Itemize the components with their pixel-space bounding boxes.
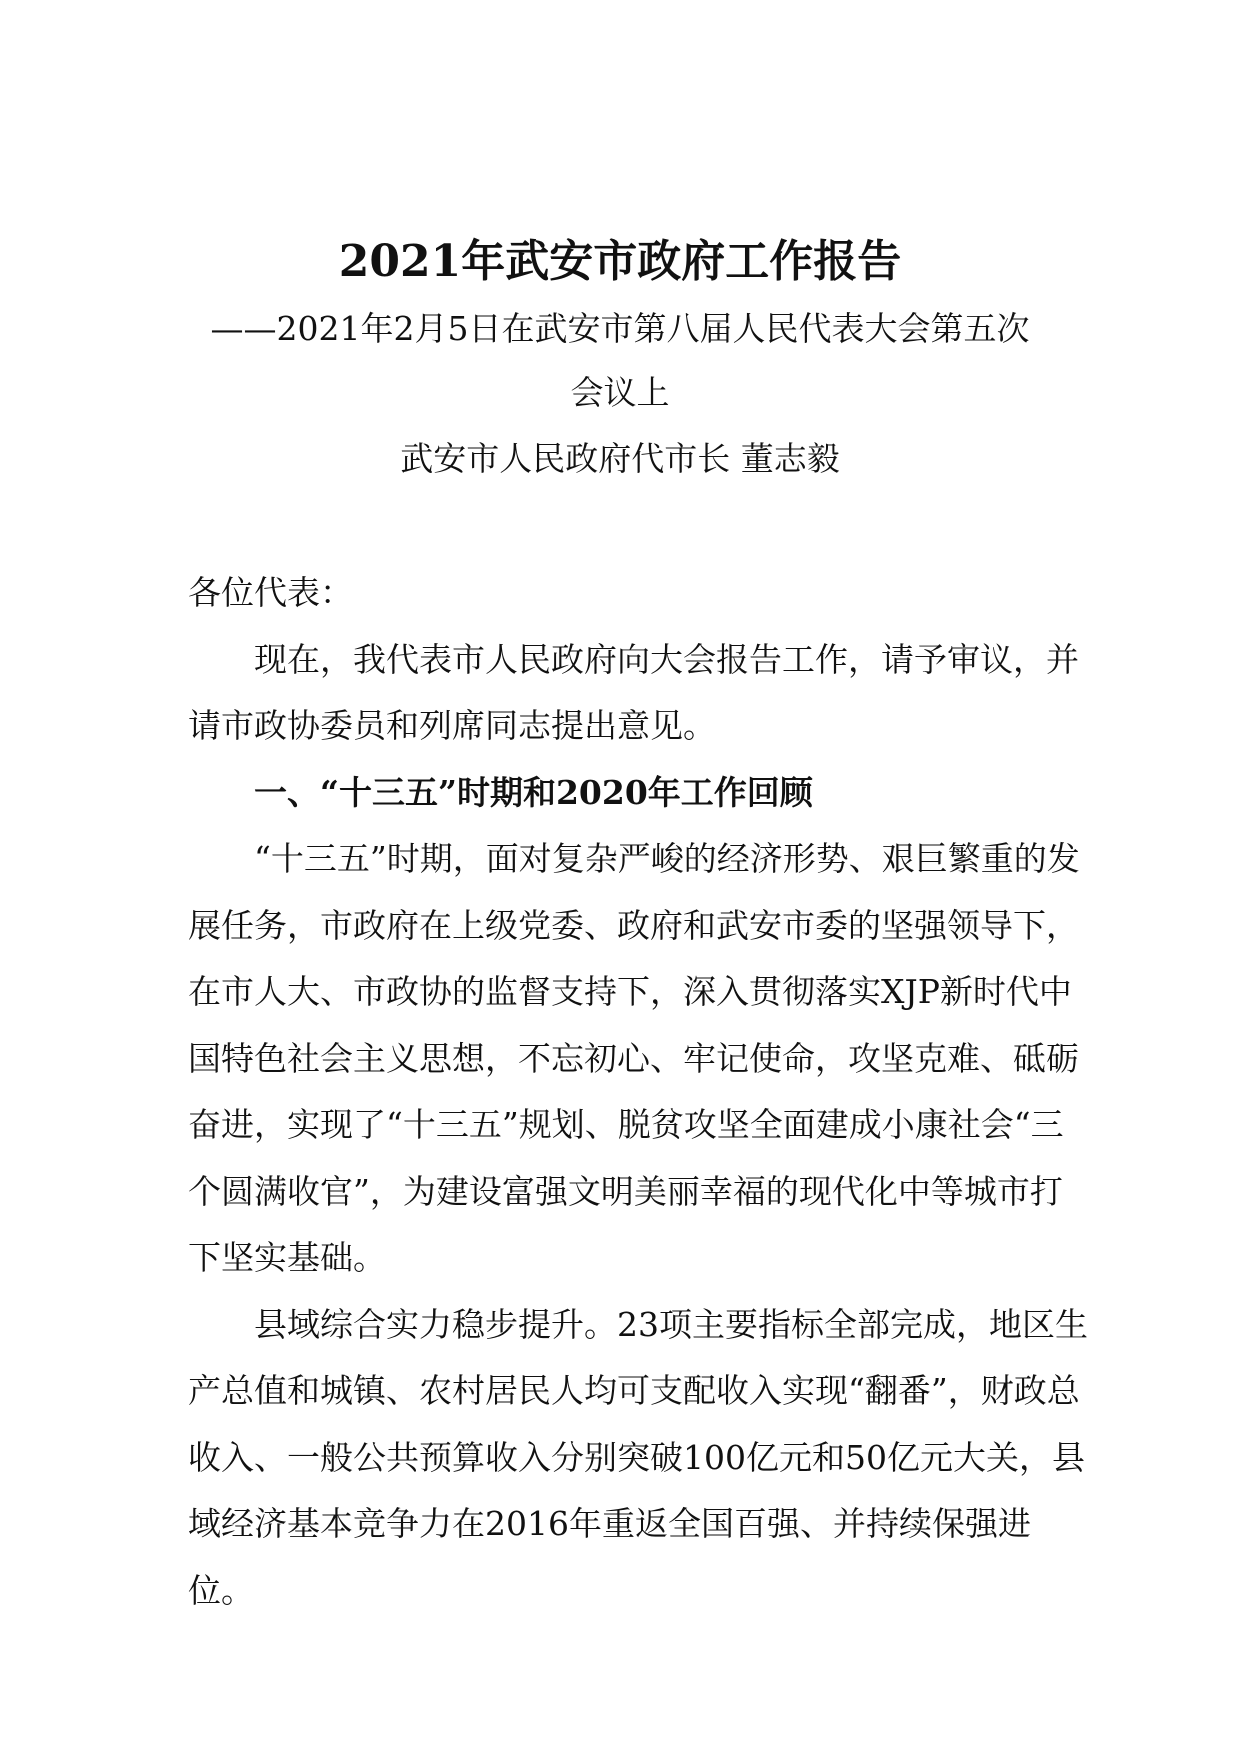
section-heading: 一、“十三五”时期和2020年工作回顾 xyxy=(254,772,813,812)
opening-paragraph: 现在，我代表市人民政府向大会报告工作，请予审议，并请市政协委员和列席同志提出意见。 xyxy=(188,639,1079,745)
document-subtitle-line1: ——2021年2月5日在武安市第八届人民代表大会第五次 xyxy=(210,309,1030,348)
economy-paragraph: 县域综合实力稳步提升。23项主要指标全部完成，地区生产总值和城镇、农村居民人均可支配收入实现“翻番”，财政总收入、一般公共预算收入分别突破100亿元和50亿元大关，县域经济基本竞争力在2016年重返全国百强、并持续保强进位。 xyxy=(188,1304,1088,1610)
document-title: 2021年武安市政府工作报告 xyxy=(338,236,902,287)
document-subtitle-line2: 会议上 xyxy=(570,373,670,412)
document-body xyxy=(188,560,1088,1624)
salutation: 各位代表： xyxy=(188,573,353,612)
review-paragraph: “十三五”时期，面对复杂严峻的经济形势、艰巨繁重的发展任务，市政府在上级党委、政府和武安市委的坚强领导下，在市人大、市政协的监督支持下，深入贯彻落实XJP新时代中国特色社会主义思想，不忘初心、牢记使命，攻坚克难、砥砺奋进，实现了“十三五”规划、脱贫攻坚全面建成小康社会“三个圆满收官”，为建设富强文明美丽幸福的现代化中等城市打下坚实基础。 xyxy=(188,839,1080,1277)
document-author: 武安市人民政府代市长 董志毅 xyxy=(400,439,840,478)
